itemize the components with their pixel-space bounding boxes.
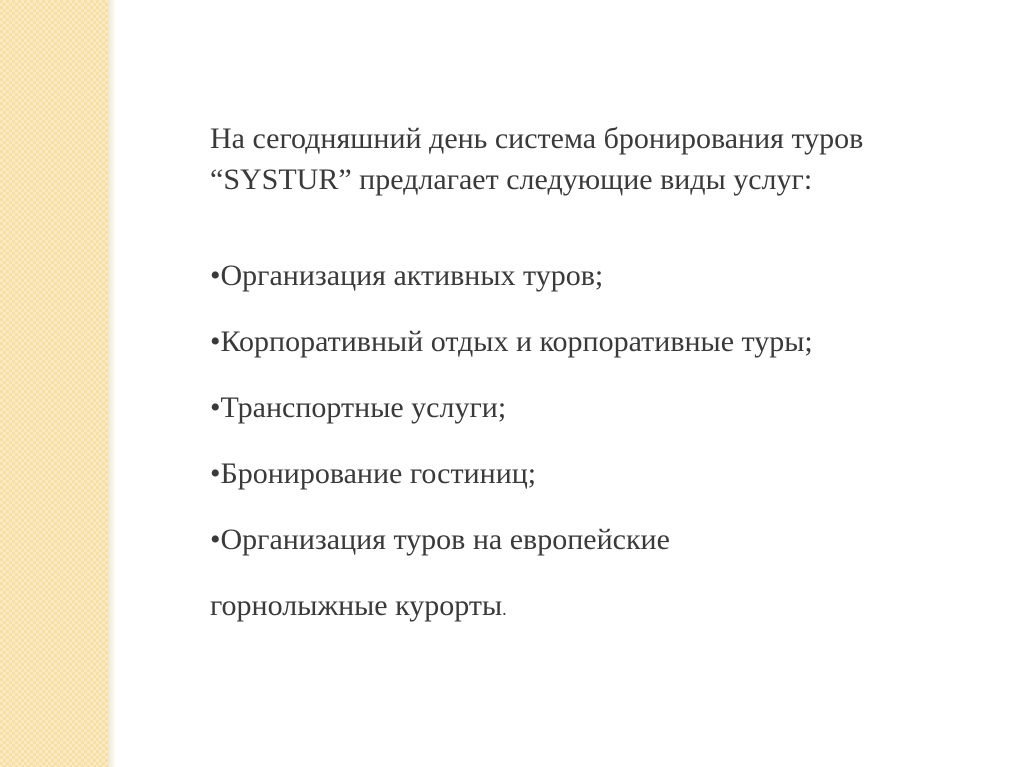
list-item: •Организация активных туров; <box>210 259 604 292</box>
intro-paragraph: На сегодняшний день система бронирования туров “SYSTUR” предлагает следующие виды услуг: <box>210 122 864 196</box>
list-item-continuation <box>210 588 930 627</box>
continuation-period: . <box>502 599 507 619</box>
slide-content <box>210 118 930 657</box>
continuation-text: горнолыжные курорты <box>210 589 503 622</box>
decorative-side-band <box>0 0 108 767</box>
list-item: •Корпоративный отдых и корпоративные туры; <box>210 325 813 358</box>
list-item: •Бронирование гостиниц; <box>210 457 537 490</box>
side-band-shadow <box>108 0 116 767</box>
list-item: •Организация туров на европейские <box>210 523 670 556</box>
list-item: •Транспортные услуги; <box>210 391 507 424</box>
services-list <box>210 258 930 627</box>
